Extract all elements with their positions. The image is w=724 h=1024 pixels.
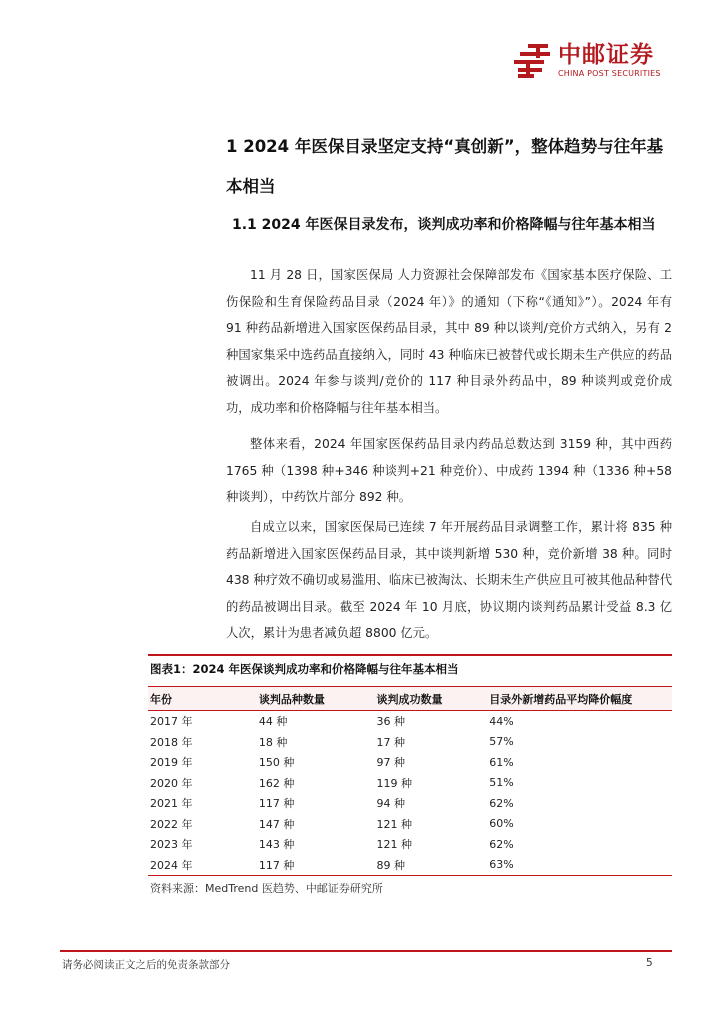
table-row — [148, 834, 672, 855]
section-heading: 1 2024 年医保目录坚定支持“真创新”，整体趋势与往年基本相当 — [226, 137, 664, 196]
cell-negotiated: 143 种 — [258, 838, 295, 852]
figure-top-rule — [148, 654, 672, 656]
company-logo — [514, 42, 674, 82]
cell-year: 2021 年 — [150, 797, 193, 811]
table-row — [148, 732, 672, 753]
column-header-successful: 谈判成功数量 — [375, 687, 488, 711]
cell-year: 2023 年 — [150, 838, 193, 852]
cell-negotiated: 147 种 — [258, 817, 295, 831]
cell-negotiated: 117 种 — [258, 797, 295, 811]
negotiation-table — [148, 686, 672, 876]
paragraph-overview: 整体来看，2024 年国家医保药品目录内药品总数达到 3159 种，其中西药 1765 种（1398 种+346 种谈判+21 种竞价）、中成药 1394 种（1336 种+58 种谈判），中药饮片部分 892 种。 — [226, 437, 672, 505]
footer-rule — [60, 950, 672, 952]
cell-successful: 121 种 — [376, 817, 413, 831]
column-header-price-cut: 目录外新增药品平均降价幅度 — [487, 687, 672, 711]
table-row — [148, 752, 672, 773]
cell-negotiated: 150 种 — [258, 756, 295, 770]
cell-year: 2020 年 — [150, 776, 193, 790]
cell-successful: 36 种 — [376, 715, 406, 729]
cell-successful: 17 种 — [376, 735, 406, 749]
page-number: 5 — [646, 957, 653, 969]
cell-price-cut: 61% — [489, 755, 514, 769]
logo-chinese-name: 中邮证券 — [558, 42, 654, 68]
table-row — [148, 814, 672, 835]
footer-disclaimer: 请务必阅读正文之后的免责条款部分 — [62, 959, 230, 971]
cell-negotiated: 44 种 — [258, 715, 288, 729]
cell-year: 2017 年 — [150, 715, 193, 729]
cell-negotiated: 162 种 — [258, 776, 295, 790]
paragraph-notice: 11 月 28 日，国家医保局 人力资源社会保障部发布《国家基本医疗保险、工伤保险和生育保险药品目录（2024 年）》的通知（下称“《通知》”）。2024 年有 91 种药品新增进入国家医保药品目录，其中 89 种以谈判/竞价方式纳入，另有 2 种国家集采中选药品直接纳入，同时 43 种临床已被替代或长期未生产供应的药品被调出。2024 年参与谈判/竞价的 117 种目录外药品中，89 种谈判或竞价成功，成功率和价格降幅与往年基本相当。 — [226, 268, 672, 415]
cell-price-cut: 44% — [489, 714, 514, 728]
table-row — [148, 773, 672, 794]
cell-successful: 89 种 — [375, 855, 488, 876]
table-header-row — [148, 687, 672, 711]
column-header-year: 年份 — [148, 687, 257, 711]
cell-year: 2024 年 — [148, 855, 257, 876]
cell-year: 2022 年 — [150, 817, 193, 831]
figure-source: 资料来源：MedTrend 医趋势、中邮证券研究所 — [150, 882, 383, 895]
table-row — [148, 855, 672, 876]
cell-year: 2019 年 — [150, 756, 193, 770]
cell-successful: 121 种 — [376, 838, 413, 852]
cell-successful: 97 种 — [376, 756, 406, 770]
cell-price-cut: 63% — [487, 855, 672, 876]
logo-english-name: CHINA POST SECURITIES — [558, 69, 661, 78]
china-post-logo-icon — [514, 42, 554, 80]
table-row — [148, 711, 672, 732]
cell-price-cut: 62% — [489, 796, 514, 810]
cell-price-cut: 62% — [489, 837, 514, 851]
cell-successful: 94 种 — [376, 797, 406, 811]
subsection-heading: 1.1 2024 年医保目录发布，谈判成功率和价格降幅与往年基本相当 — [232, 217, 656, 233]
cell-price-cut: 57% — [489, 735, 514, 749]
column-header-negotiated: 谈判品种数量 — [257, 687, 375, 711]
cell-year: 2018 年 — [150, 735, 193, 749]
cell-price-cut: 60% — [489, 817, 514, 831]
cell-price-cut: 51% — [489, 776, 514, 790]
cell-negotiated: 117 种 — [257, 855, 375, 876]
paragraph-history: 自成立以来，国家医保局已连续 7 年开展药品目录调整工作，累计将 835 种药品新增进入国家医保药品目录，其中谈判新增 530 种，竞价新增 38 种。同时 438 种疗效不确切或易滥用、临床已被淘汰、长期未生产供应且可被其他品种替代的药品被调出目录。截至 2024 年 10 月底，协议期内谈判药品累计受益 8.3 亿人次，累计为患者减负超 8800 亿元。 — [226, 520, 672, 641]
cell-successful: 119 种 — [376, 776, 413, 790]
figure-title: 图表1：2024 年医保谈判成功率和价格降幅与往年基本相当 — [150, 662, 459, 676]
cell-negotiated: 18 种 — [258, 735, 288, 749]
table-row — [148, 793, 672, 814]
